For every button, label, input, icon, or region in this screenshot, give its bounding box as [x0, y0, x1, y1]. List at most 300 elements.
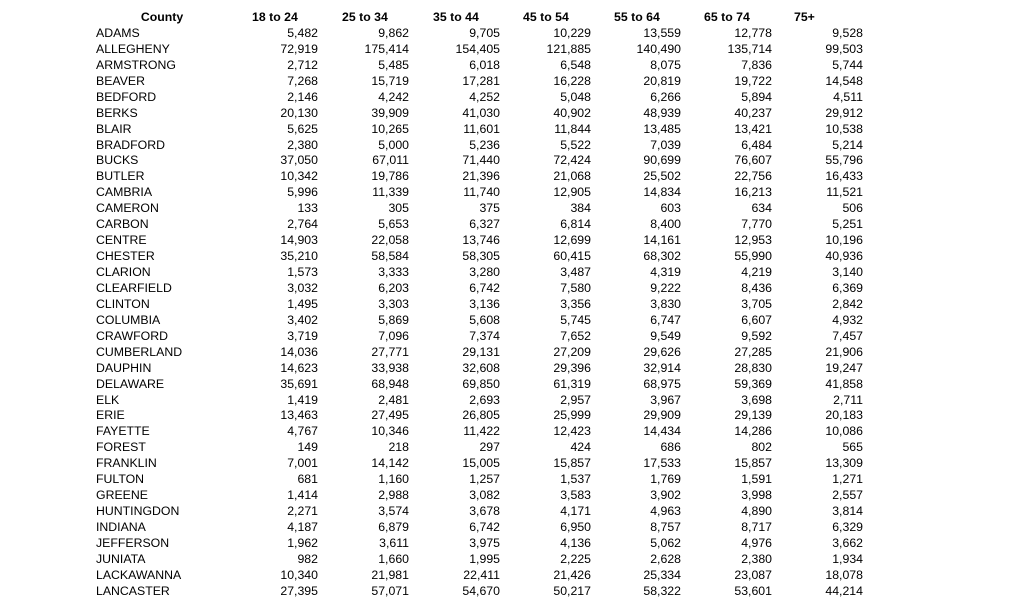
- value-cell-age-18-to-24: 133: [297, 201, 318, 216]
- table-row: [0, 233, 1024, 249]
- value-cell-age-45-to-54: 121,885: [546, 41, 591, 56]
- value-cell-age-55-to-64: 68,975: [643, 376, 681, 391]
- value-cell-age-75-plus: 18,078: [825, 567, 863, 582]
- value-cell-age-35-to-44: 6,327: [469, 217, 500, 232]
- value-cell-age-55-to-64: 13,485: [643, 121, 681, 136]
- table-row: [0, 584, 1024, 600]
- county-name-cell: BEDFORD: [96, 89, 157, 104]
- value-cell-age-55-to-64: 686: [660, 440, 681, 455]
- value-cell-age-25-to-34: 218: [388, 440, 409, 455]
- value-cell-age-55-to-64: 13,559: [643, 25, 681, 40]
- value-cell-age-55-to-64: 4,963: [650, 504, 681, 519]
- value-cell-age-75-plus: 7,457: [832, 328, 863, 343]
- value-cell-age-65-to-74: 8,717: [741, 520, 772, 534]
- value-cell-age-45-to-54: 72,424: [553, 153, 591, 168]
- value-cell-age-18-to-24: 2,271: [287, 504, 318, 519]
- value-cell-age-35-to-44: 29,131: [462, 344, 500, 359]
- value-cell-age-55-to-64: 8,400: [650, 217, 681, 232]
- value-cell-age-45-to-54: 29,396: [553, 360, 591, 375]
- value-cell-age-18-to-24: 35,210: [280, 249, 318, 264]
- value-cell-age-18-to-24: 3,719: [287, 328, 318, 343]
- value-cell-age-25-to-34: 175,414: [364, 41, 409, 56]
- value-cell-age-35-to-44: 69,850: [462, 376, 500, 391]
- value-cell-age-55-to-64: 7,039: [650, 137, 681, 152]
- value-cell-age-75-plus: 5,744: [832, 57, 863, 72]
- table-row: [0, 393, 1024, 409]
- value-cell-age-55-to-64: 58,322: [643, 583, 681, 598]
- value-cell-age-45-to-54: 40,902: [553, 105, 591, 120]
- value-cell-age-75-plus: 10,538: [825, 121, 863, 136]
- column-header-45-to-54: 45 to 54: [523, 10, 569, 24]
- value-cell-age-75-plus: 6,369: [832, 280, 863, 295]
- value-cell-age-65-to-74: 4,890: [741, 504, 772, 519]
- value-cell-age-55-to-64: 68,302: [643, 249, 681, 264]
- county-name-cell: COLUMBIA: [96, 312, 161, 327]
- value-cell-age-75-plus: 14,548: [825, 73, 863, 88]
- value-cell-age-18-to-24: 5,482: [287, 25, 318, 40]
- value-cell-age-18-to-24: 681: [297, 472, 318, 487]
- value-cell-age-65-to-74: 4,219: [741, 265, 772, 279]
- value-cell-age-55-to-64: 32,914: [643, 360, 681, 375]
- value-cell-age-45-to-54: 2,225: [560, 551, 591, 566]
- county-name-cell: DELAWARE: [96, 376, 165, 391]
- value-cell-age-65-to-74: 9,592: [741, 328, 772, 343]
- value-cell-age-25-to-34: 19,786: [371, 169, 409, 184]
- value-cell-age-25-to-34: 21,981: [371, 567, 409, 582]
- value-cell-age-55-to-64: 25,502: [643, 169, 681, 184]
- value-cell-age-65-to-74: 55,990: [734, 249, 772, 264]
- value-cell-age-65-to-74: 802: [751, 440, 772, 455]
- value-cell-age-35-to-44: 11,740: [463, 185, 500, 200]
- county-name-cell: CARBON: [96, 217, 149, 232]
- value-cell-age-18-to-24: 3,402: [287, 312, 318, 327]
- table-header-row: [0, 10, 1024, 26]
- value-cell-age-25-to-34: 39,909: [371, 105, 409, 120]
- value-cell-age-45-to-54: 5,745: [560, 312, 591, 327]
- table-row: [0, 297, 1024, 313]
- value-cell-age-25-to-34: 15,719: [371, 73, 409, 88]
- value-cell-age-25-to-34: 22,058: [371, 233, 409, 248]
- value-cell-age-45-to-54: 7,652: [560, 328, 591, 343]
- table-row: [0, 138, 1024, 154]
- county-name-cell: CENTRE: [96, 233, 147, 248]
- county-name-cell: GREENE: [96, 488, 148, 503]
- value-cell-age-25-to-34: 3,333: [378, 265, 409, 279]
- column-header-county: County: [140, 10, 184, 24]
- value-cell-age-25-to-34: 5,869: [378, 312, 409, 327]
- value-cell-age-75-plus: 11,521: [826, 185, 863, 200]
- value-cell-age-35-to-44: 3,082: [469, 488, 500, 503]
- value-cell-age-55-to-64: 140,490: [636, 41, 681, 56]
- table-row: [0, 568, 1024, 584]
- value-cell-age-35-to-44: 11,601: [463, 121, 500, 136]
- county-name-cell: FRANKLIN: [96, 456, 157, 471]
- value-cell-age-45-to-54: 2,957: [560, 392, 591, 407]
- value-cell-age-65-to-74: 3,998: [741, 488, 772, 503]
- value-cell-age-75-plus: 1,934: [832, 551, 863, 566]
- table-row: [0, 153, 1024, 169]
- county-name-cell: JEFFERSON: [96, 535, 170, 550]
- value-cell-age-25-to-34: 3,574: [378, 504, 409, 519]
- value-cell-age-18-to-24: 72,919: [280, 41, 318, 56]
- value-cell-age-65-to-74: 3,705: [741, 296, 772, 311]
- value-cell-age-65-to-74: 27,285: [734, 344, 772, 359]
- value-cell-age-35-to-44: 2,693: [469, 392, 500, 407]
- value-cell-age-35-to-44: 32,608: [462, 360, 500, 375]
- value-cell-age-18-to-24: 5,996: [287, 185, 318, 200]
- value-cell-age-45-to-54: 3,583: [560, 488, 591, 503]
- value-cell-age-55-to-64: 4,319: [650, 265, 681, 279]
- table-row: [0, 408, 1024, 424]
- county-name-cell: CLARION: [96, 265, 151, 279]
- value-cell-age-55-to-64: 14,834: [643, 185, 681, 200]
- value-cell-age-45-to-54: 5,048: [560, 89, 591, 104]
- value-cell-age-18-to-24: 27,395: [280, 583, 318, 598]
- table-row: [0, 281, 1024, 297]
- county-name-cell: BUTLER: [96, 169, 145, 184]
- value-cell-age-25-to-34: 67,011: [372, 153, 409, 168]
- table-row: [0, 26, 1024, 42]
- value-cell-age-55-to-64: 603: [660, 201, 681, 216]
- value-cell-age-25-to-34: 6,879: [378, 520, 409, 534]
- value-cell-age-55-to-64: 90,699: [643, 153, 681, 168]
- value-cell-age-45-to-54: 10,229: [553, 25, 591, 40]
- value-cell-age-55-to-64: 5,062: [650, 535, 681, 550]
- table-row: [0, 169, 1024, 185]
- value-cell-age-55-to-64: 29,626: [643, 344, 681, 359]
- table-row: [0, 313, 1024, 329]
- table-row: [0, 377, 1024, 393]
- county-name-cell: BUCKS: [96, 153, 139, 168]
- value-cell-age-18-to-24: 1,414: [287, 488, 318, 503]
- column-header-55-to-64: 55 to 64: [614, 10, 660, 24]
- value-cell-age-65-to-74: 2,380: [741, 551, 772, 566]
- value-cell-age-75-plus: 20,183: [825, 408, 863, 423]
- value-cell-age-75-plus: 2,711: [833, 392, 863, 407]
- value-cell-age-45-to-54: 12,905: [553, 185, 591, 200]
- value-cell-age-35-to-44: 3,280: [469, 265, 500, 279]
- table-row: [0, 424, 1024, 440]
- value-cell-age-55-to-64: 17,533: [643, 456, 681, 471]
- value-cell-age-45-to-54: 6,814: [560, 217, 591, 232]
- table-row: [0, 329, 1024, 345]
- value-cell-age-45-to-54: 61,319: [553, 376, 591, 391]
- value-cell-age-65-to-74: 6,607: [741, 312, 772, 327]
- table-row: [0, 58, 1024, 74]
- county-name-cell: INDIANA: [96, 520, 146, 534]
- value-cell-age-65-to-74: 1,591: [741, 472, 772, 487]
- value-cell-age-55-to-64: 20,819: [643, 73, 681, 88]
- value-cell-age-25-to-34: 33,938: [371, 360, 409, 375]
- value-cell-age-18-to-24: 3,032: [287, 280, 318, 295]
- value-cell-age-65-to-74: 7,836: [741, 57, 772, 72]
- value-cell-age-75-plus: 2,557: [832, 488, 863, 503]
- value-cell-age-75-plus: 19,247: [825, 360, 863, 375]
- table-row: [0, 122, 1024, 138]
- value-cell-age-75-plus: 10,086: [825, 424, 863, 439]
- county-name-cell: CAMERON: [96, 201, 159, 216]
- value-cell-age-25-to-34: 1,160: [378, 472, 409, 487]
- value-cell-age-18-to-24: 14,623: [280, 360, 318, 375]
- value-cell-age-25-to-34: 2,481: [378, 392, 409, 407]
- county-name-cell: BEAVER: [96, 73, 145, 88]
- value-cell-age-25-to-34: 27,771: [371, 344, 409, 359]
- county-name-cell: ELK: [96, 392, 120, 407]
- value-cell-age-25-to-34: 3,611: [379, 535, 409, 550]
- value-cell-age-75-plus: 4,932: [832, 312, 863, 327]
- value-cell-age-35-to-44: 3,136: [469, 296, 500, 311]
- value-cell-age-25-to-34: 27,495: [371, 408, 409, 423]
- value-cell-age-45-to-54: 4,171: [560, 504, 591, 519]
- county-name-cell: BLAIR: [96, 121, 132, 136]
- table-row: [0, 456, 1024, 472]
- value-cell-age-35-to-44: 6,018: [469, 57, 500, 72]
- table-row: [0, 201, 1024, 217]
- county-name-cell: ALLEGHENY: [96, 41, 170, 56]
- column-header-65-to-74: 65 to 74: [704, 10, 750, 24]
- value-cell-age-18-to-24: 10,340: [280, 567, 318, 582]
- county-name-cell: HUNTINGDON: [96, 504, 180, 519]
- value-cell-age-65-to-74: 5,894: [741, 89, 772, 104]
- value-cell-age-75-plus: 1,271: [832, 472, 863, 487]
- county-name-cell: FOREST: [96, 440, 146, 455]
- value-cell-age-35-to-44: 58,305: [462, 249, 500, 264]
- value-cell-age-18-to-24: 37,050: [280, 153, 318, 168]
- value-cell-age-45-to-54: 16,228: [553, 73, 591, 88]
- value-cell-age-35-to-44: 9,705: [469, 25, 500, 40]
- value-cell-age-18-to-24: 5,625: [287, 121, 318, 136]
- value-cell-age-55-to-64: 3,902: [650, 488, 681, 503]
- table-row: [0, 90, 1024, 106]
- table-row: [0, 265, 1024, 281]
- column-header-35-to-44: 35 to 44: [433, 10, 479, 24]
- value-cell-age-35-to-44: 3,975: [469, 535, 500, 550]
- value-cell-age-65-to-74: 4,976: [741, 535, 772, 550]
- value-cell-age-75-plus: 5,251: [832, 217, 863, 232]
- value-cell-age-25-to-34: 9,862: [378, 25, 409, 40]
- value-cell-age-75-plus: 6,329: [832, 520, 863, 534]
- value-cell-age-75-plus: 44,214: [825, 583, 863, 598]
- value-cell-age-35-to-44: 6,742: [469, 280, 500, 295]
- value-cell-age-25-to-34: 5,485: [378, 57, 409, 72]
- value-cell-age-45-to-54: 3,487: [560, 265, 591, 279]
- value-cell-age-25-to-34: 58,584: [371, 249, 409, 264]
- value-cell-age-35-to-44: 297: [479, 440, 500, 455]
- value-cell-age-75-plus: 40,936: [825, 249, 863, 264]
- value-cell-age-18-to-24: 7,001: [287, 456, 318, 471]
- value-cell-age-45-to-54: 7,580: [560, 280, 591, 295]
- county-age-table: [0, 10, 1024, 600]
- column-header-18-to-24: 18 to 24: [252, 10, 298, 24]
- value-cell-age-65-to-74: 28,830: [734, 360, 772, 375]
- value-cell-age-65-to-74: 13,421: [734, 121, 772, 136]
- value-cell-age-45-to-54: 3,356: [560, 296, 591, 311]
- value-cell-age-25-to-34: 2,988: [378, 488, 409, 503]
- value-cell-age-18-to-24: 7,268: [287, 73, 318, 88]
- table-row: [0, 345, 1024, 361]
- value-cell-age-65-to-74: 6,484: [741, 137, 772, 152]
- value-cell-age-25-to-34: 10,346: [371, 424, 409, 439]
- value-cell-age-55-to-64: 6,266: [650, 89, 681, 104]
- county-name-cell: CLEARFIELD: [96, 280, 172, 295]
- value-cell-age-45-to-54: 5,522: [560, 137, 591, 152]
- table-row: [0, 504, 1024, 520]
- value-cell-age-35-to-44: 54,670: [462, 583, 500, 598]
- value-cell-age-18-to-24: 1,495: [287, 296, 318, 311]
- value-cell-age-25-to-34: 57,071: [371, 583, 409, 598]
- county-name-cell: FAYETTE: [96, 424, 150, 439]
- column-header-75-plus: 75+: [794, 10, 815, 24]
- value-cell-age-18-to-24: 2,146: [287, 89, 318, 104]
- value-cell-age-65-to-74: 23,087: [734, 567, 772, 582]
- table-row: [0, 185, 1024, 201]
- value-cell-age-18-to-24: 13,463: [280, 408, 318, 423]
- value-cell-age-55-to-64: 29,909: [643, 408, 681, 423]
- value-cell-age-55-to-64: 3,967: [650, 392, 681, 407]
- value-cell-age-75-plus: 3,814: [832, 504, 863, 519]
- value-cell-age-75-plus: 3,662: [832, 535, 863, 550]
- county-name-cell: JUNIATA: [96, 551, 146, 566]
- value-cell-age-35-to-44: 17,281: [462, 73, 500, 88]
- value-cell-age-25-to-34: 4,242: [378, 89, 409, 104]
- value-cell-age-55-to-64: 3,830: [650, 296, 681, 311]
- value-cell-age-55-to-64: 14,161: [643, 233, 681, 248]
- county-name-cell: ARMSTRONG: [96, 57, 176, 72]
- value-cell-age-18-to-24: 4,767: [287, 424, 318, 439]
- value-cell-age-45-to-54: 4,136: [560, 535, 591, 550]
- table-row: [0, 42, 1024, 58]
- value-cell-age-75-plus: 16,433: [825, 169, 863, 184]
- table-row: [0, 488, 1024, 504]
- value-cell-age-45-to-54: 384: [570, 201, 591, 216]
- value-cell-age-65-to-74: 29,139: [734, 408, 772, 423]
- value-cell-age-75-plus: 4,511: [833, 89, 863, 104]
- table-row: [0, 520, 1024, 536]
- value-cell-age-35-to-44: 375: [479, 201, 500, 216]
- value-cell-age-45-to-54: 15,857: [553, 456, 591, 471]
- value-cell-age-65-to-74: 40,237: [734, 105, 772, 120]
- value-cell-age-65-to-74: 8,436: [741, 280, 772, 295]
- value-cell-age-35-to-44: 15,005: [462, 456, 500, 471]
- value-cell-age-75-plus: 29,912: [825, 105, 863, 120]
- value-cell-age-55-to-64: 1,769: [650, 472, 681, 487]
- value-cell-age-45-to-54: 12,699: [553, 233, 591, 248]
- value-cell-age-45-to-54: 12,423: [553, 424, 591, 439]
- value-cell-age-45-to-54: 25,999: [553, 408, 591, 423]
- table-row: [0, 552, 1024, 568]
- value-cell-age-35-to-44: 71,440: [462, 153, 500, 168]
- value-cell-age-25-to-34: 7,096: [378, 328, 409, 343]
- value-cell-age-18-to-24: 2,764: [287, 217, 318, 232]
- value-cell-age-18-to-24: 1,962: [287, 535, 318, 550]
- county-name-cell: CAMBRIA: [96, 185, 153, 200]
- value-cell-age-65-to-74: 53,601: [734, 583, 772, 598]
- value-cell-age-55-to-64: 6,747: [650, 312, 681, 327]
- value-cell-age-55-to-64: 8,757: [650, 520, 681, 534]
- county-name-cell: BRADFORD: [96, 137, 166, 152]
- county-name-cell: CLINTON: [96, 296, 150, 311]
- value-cell-age-45-to-54: 21,426: [553, 567, 591, 582]
- value-cell-age-35-to-44: 154,405: [455, 41, 500, 56]
- value-cell-age-55-to-64: 9,549: [650, 328, 681, 343]
- value-cell-age-75-plus: 21,906: [825, 344, 863, 359]
- value-cell-age-25-to-34: 10,265: [371, 121, 409, 136]
- table-row: [0, 106, 1024, 122]
- value-cell-age-35-to-44: 4,252: [469, 89, 500, 104]
- county-name-cell: ERIE: [96, 408, 125, 423]
- county-name-cell: ADAMS: [96, 25, 140, 40]
- county-name-cell: CHESTER: [96, 249, 155, 264]
- value-cell-age-75-plus: 10,196: [825, 233, 863, 248]
- value-cell-age-35-to-44: 7,374: [469, 328, 500, 343]
- value-cell-age-35-to-44: 13,746: [462, 233, 500, 248]
- value-cell-age-18-to-24: 1,573: [287, 265, 318, 279]
- county-name-cell: CRAWFORD: [96, 328, 168, 343]
- value-cell-age-55-to-64: 8,075: [650, 57, 681, 72]
- value-cell-age-18-to-24: 14,036: [280, 344, 318, 359]
- county-name-cell: DAUPHIN: [96, 360, 152, 375]
- value-cell-age-55-to-64: 14,434: [643, 424, 681, 439]
- value-cell-age-75-plus: 55,796: [825, 153, 863, 168]
- value-cell-age-18-to-24: 2,712: [287, 57, 318, 72]
- county-name-cell: FULTON: [96, 472, 145, 487]
- value-cell-age-45-to-54: 60,415: [553, 249, 591, 264]
- county-name-cell: LACKAWANNA: [96, 567, 182, 582]
- value-cell-age-65-to-74: 3,698: [741, 392, 772, 407]
- table-row: [0, 249, 1024, 265]
- value-cell-age-45-to-54: 1,537: [560, 472, 591, 487]
- value-cell-age-75-plus: 99,503: [825, 41, 863, 56]
- value-cell-age-65-to-74: 15,857: [734, 456, 772, 471]
- value-cell-age-18-to-24: 10,342: [280, 169, 318, 184]
- value-cell-age-35-to-44: 11,422: [463, 424, 500, 439]
- value-cell-age-25-to-34: 1,660: [378, 551, 409, 566]
- value-cell-age-18-to-24: 2,380: [287, 137, 318, 152]
- value-cell-age-35-to-44: 41,030: [462, 105, 500, 120]
- value-cell-age-25-to-34: 6,203: [378, 280, 409, 295]
- table-row: [0, 217, 1024, 233]
- table-row: [0, 440, 1024, 456]
- value-cell-age-18-to-24: 4,187: [287, 520, 318, 534]
- value-cell-age-75-plus: 506: [842, 201, 863, 216]
- value-cell-age-25-to-34: 5,000: [378, 137, 409, 152]
- value-cell-age-25-to-34: 5,653: [378, 217, 409, 232]
- value-cell-age-45-to-54: 50,217: [553, 583, 591, 598]
- value-cell-age-65-to-74: 634: [751, 201, 772, 216]
- value-cell-age-55-to-64: 48,939: [643, 105, 681, 120]
- value-cell-age-35-to-44: 21,396: [462, 169, 500, 184]
- value-cell-age-65-to-74: 7,770: [741, 217, 772, 232]
- value-cell-age-45-to-54: 21,068: [553, 169, 591, 184]
- value-cell-age-35-to-44: 3,678: [469, 504, 500, 519]
- value-cell-age-75-plus: 2,842: [832, 296, 863, 311]
- value-cell-age-75-plus: 41,858: [825, 376, 863, 391]
- value-cell-age-35-to-44: 26,805: [462, 408, 500, 423]
- value-cell-age-75-plus: 565: [842, 440, 863, 455]
- value-cell-age-55-to-64: 2,628: [650, 551, 681, 566]
- value-cell-age-75-plus: 3,140: [832, 265, 863, 279]
- table-row: [0, 536, 1024, 552]
- value-cell-age-45-to-54: 27,209: [553, 344, 591, 359]
- table-row: [0, 74, 1024, 90]
- value-cell-age-18-to-24: 35,691: [280, 376, 318, 391]
- value-cell-age-65-to-74: 12,953: [734, 233, 772, 248]
- value-cell-age-25-to-34: 11,339: [372, 185, 409, 200]
- value-cell-age-65-to-74: 59,369: [734, 376, 772, 391]
- value-cell-age-25-to-34: 14,142: [371, 456, 409, 471]
- value-cell-age-45-to-54: 424: [570, 440, 591, 455]
- table-row: [0, 361, 1024, 377]
